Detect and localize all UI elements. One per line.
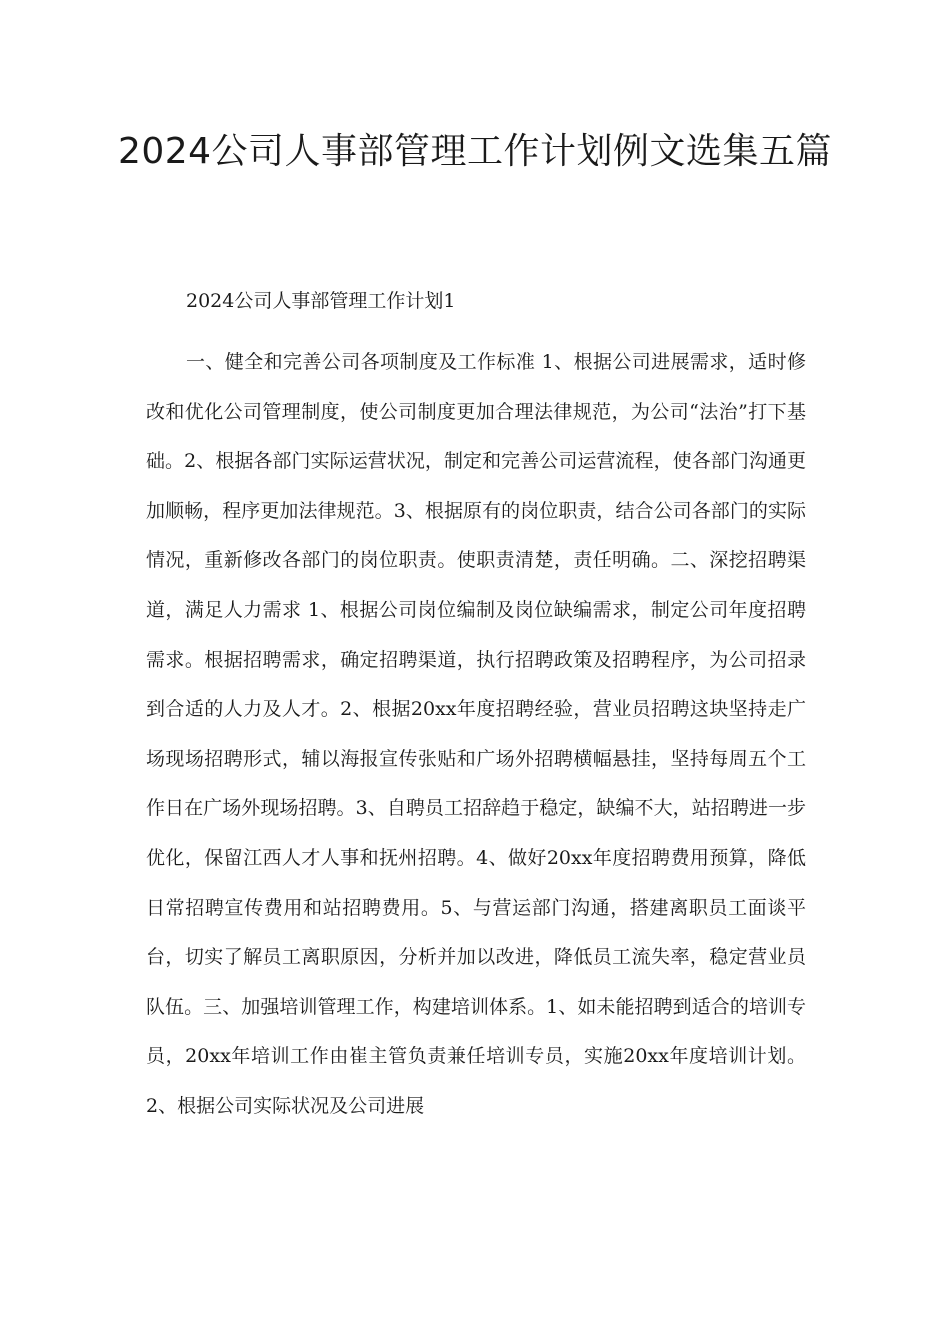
document-title: 2024公司人事部管理工作计划例文选集五篇 — [117, 131, 833, 172]
body-paragraph: 一、健全和完善公司各项制度及工作标准 1、根据公司进展需求，适时修改和优化公司管理制度，使公司制度更加合理法律规范，为公司“法治”打下基础。2、根据各部门实际运营状况，制定和完善公司运营流程，使各部门沟通更加顺畅，程序更加法律规范。3、根据原有的岗位职责，结合公司各部门的实际情况，重新修改各部门的岗位职责。使职责清楚，责任明确。二、深挖招聘渠道，满足人力需求 1、根据公司岗位编制及岗位缺编需求，制定公司年度招聘需求。根据招聘需求，确定招聘渠道，执行招聘政策及招聘程序，为公司招录到合适的人力及人才。2、根据20xx年度招聘经验，营业员招聘这块坚持走广场现场招聘形式，辅以海报宣传张贴和广场外招聘横幅悬挂，坚持每周五个工作日在广场外现场招聘。3、自聘员工招辞趋于稳定，缺编不大，站招聘进一步优化，保留江西人才人事和抚州招聘。4、做好20xx年度招聘费用预算，降低日常招聘宣传费用和站招聘费用。5、与营运部门沟通，搭建离职员工面谈平台，切实了解员工离职原因，分析并加以改进，降低员工流失率，稳定营业员队伍。三、加强培训管理工作，构建培训体系。1、如未能招聘到适合的培训专员，20xx年培训工作由崔主管负责兼任培训专员，实施20xx年度培训计划。2、根据公司实际状况及公司进展 — [146, 351, 806, 1117]
section-heading: 2024公司人事部管理工作计划1 — [186, 290, 456, 312]
